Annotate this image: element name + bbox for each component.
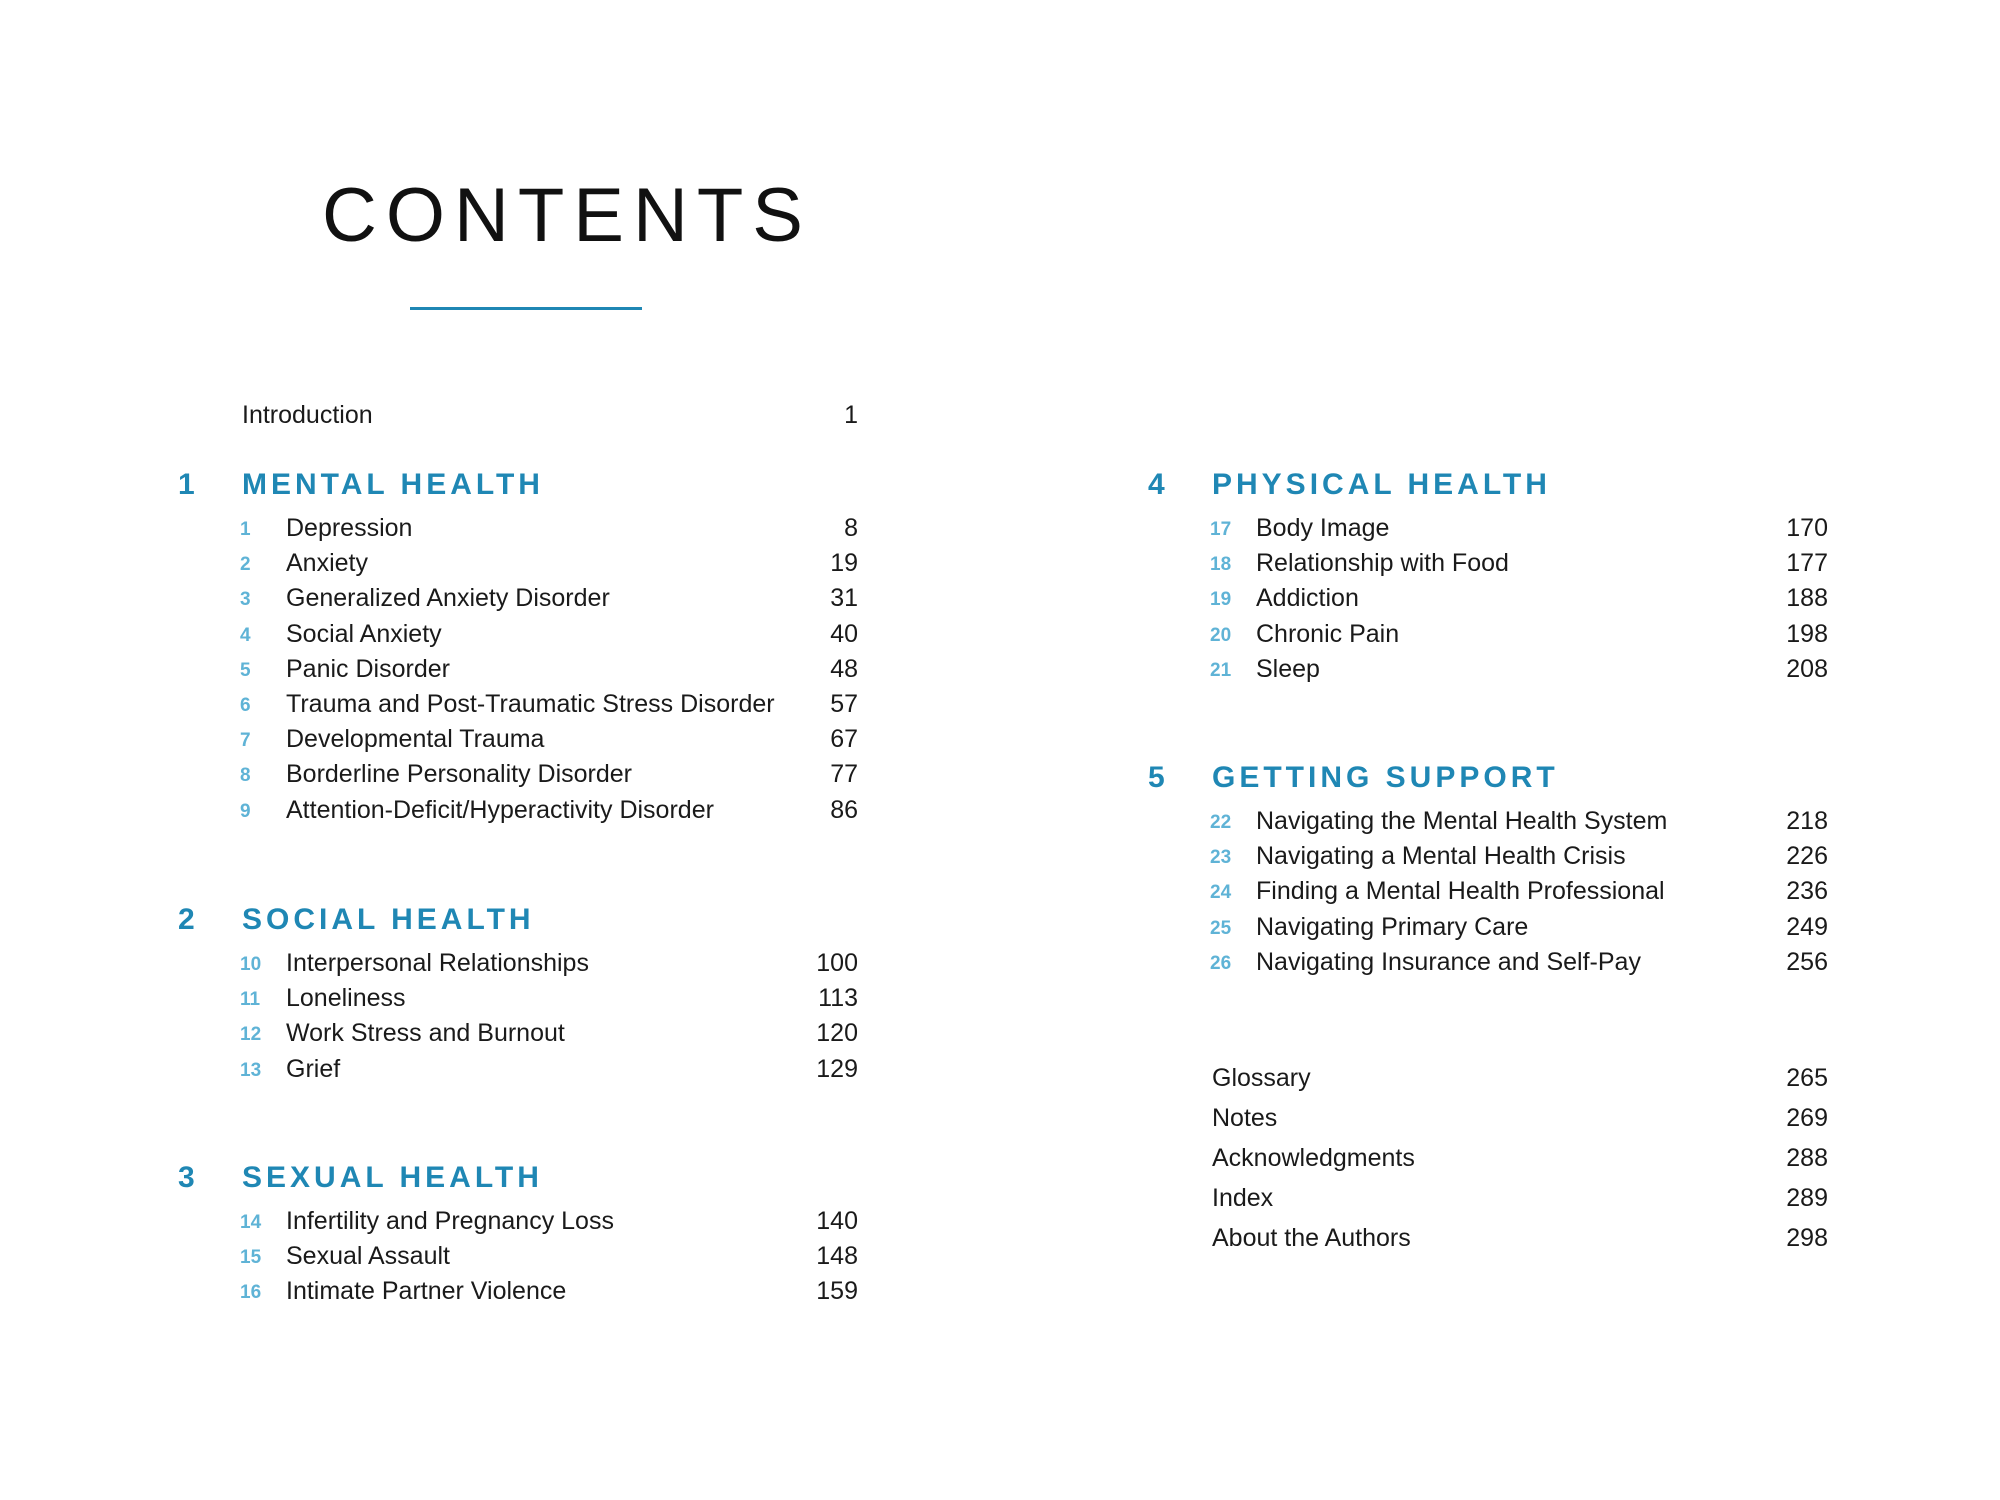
chapter-number: 15 — [240, 1247, 262, 1269]
back-matter-page-number: 289 — [1786, 1184, 1828, 1212]
chapter-title: Anxiety — [286, 549, 368, 578]
chapter-entry[interactable] — [1148, 839, 1828, 874]
chapter-page-number: 208 — [1786, 654, 1828, 683]
chapter-title: Addiction — [1256, 584, 1359, 613]
part-number: 5 — [1148, 761, 1165, 794]
chapter-entry[interactable] — [178, 1239, 858, 1274]
chapter-entry[interactable] — [178, 581, 858, 616]
chapter-list — [1148, 804, 1828, 980]
part-title: SEXUAL HEALTH — [242, 1161, 543, 1194]
chapter-title: Depression — [286, 514, 413, 542]
chapter-page-number: 113 — [818, 984, 858, 1013]
chapter-entry[interactable] — [1148, 546, 1828, 581]
chapter-entry[interactable] — [178, 617, 858, 652]
chapter-entry[interactable] — [178, 793, 858, 828]
part-heading[interactable] — [178, 1158, 858, 1198]
chapter-page-number: 40 — [830, 619, 858, 648]
chapter-title: Work Stress and Burnout — [286, 1019, 565, 1048]
chapter-number: 22 — [1210, 812, 1232, 833]
chapter-page-number: 86 — [830, 795, 858, 824]
title-underline — [410, 307, 642, 310]
chapter-entry[interactable] — [178, 757, 858, 792]
back-matter-label: Notes — [1212, 1104, 1278, 1132]
chapter-entry[interactable] — [178, 946, 858, 981]
back-matter-label: Acknowledgments — [1212, 1144, 1415, 1172]
chapter-number: 12 — [240, 1024, 262, 1046]
chapter-page-number: 188 — [1786, 584, 1828, 613]
chapter-page-number: 77 — [830, 760, 858, 789]
chapter-title: Developmental Trauma — [286, 725, 545, 754]
chapter-number: 5 — [240, 659, 251, 681]
back-matter-label: About the Authors — [1212, 1224, 1411, 1252]
chapter-page-number: 8 — [844, 514, 858, 542]
chapter-entry[interactable] — [178, 1052, 858, 1087]
part-mental-health — [178, 465, 858, 828]
chapter-number: 4 — [240, 624, 251, 646]
chapter-page-number: 177 — [1786, 549, 1828, 578]
part-heading[interactable] — [178, 900, 858, 940]
back-matter-page-number: 298 — [1786, 1224, 1828, 1252]
part-social-health — [178, 900, 858, 1087]
part-number: 3 — [178, 1161, 195, 1194]
chapter-entry[interactable] — [178, 981, 858, 1016]
chapter-title: Intimate Partner Violence — [286, 1277, 567, 1306]
chapter-number: 26 — [1210, 952, 1232, 974]
chapter-page-number: 31 — [830, 584, 858, 613]
chapter-list — [1148, 511, 1828, 687]
chapter-page-number: 159 — [816, 1277, 858, 1306]
chapter-number: 25 — [1210, 917, 1232, 939]
chapter-number: 7 — [240, 730, 251, 752]
chapter-number: 8 — [240, 765, 251, 787]
chapter-list — [178, 1204, 858, 1310]
chapter-entry[interactable] — [1148, 910, 1828, 945]
chapter-page-number: 120 — [816, 1019, 858, 1048]
back-matter-label: Index — [1212, 1184, 1274, 1212]
chapter-number: 10 — [240, 954, 262, 975]
chapter-title: Generalized Anxiety Disorder — [286, 584, 610, 613]
part-number: 4 — [1148, 468, 1165, 501]
chapter-page-number: 226 — [1786, 842, 1828, 871]
chapter-entry[interactable] — [1148, 804, 1828, 839]
chapter-title: Navigating Primary Care — [1256, 912, 1529, 941]
introduction-label: Introduction — [242, 401, 373, 429]
chapter-entry[interactable] — [178, 652, 858, 687]
toc-entry-introduction[interactable] — [242, 398, 858, 432]
part-heading[interactable] — [1148, 465, 1828, 505]
chapter-number: 21 — [1210, 659, 1232, 681]
chapter-number: 20 — [1210, 624, 1232, 646]
chapter-page-number: 218 — [1786, 807, 1828, 835]
chapter-number: 13 — [240, 1059, 262, 1081]
chapter-title: Sleep — [1256, 654, 1320, 683]
back-matter-entry[interactable] — [1212, 1058, 1828, 1098]
chapter-page-number: 236 — [1786, 877, 1828, 906]
back-matter-entry[interactable] — [1212, 1218, 1828, 1258]
back-matter-list — [1212, 1058, 1828, 1258]
chapter-page-number: 170 — [1786, 514, 1828, 542]
part-getting-support — [1148, 758, 1828, 980]
chapter-title: Finding a Mental Health Professional — [1256, 877, 1665, 906]
chapter-list — [178, 946, 858, 1087]
back-matter-entry[interactable] — [1212, 1138, 1828, 1178]
part-number: 2 — [178, 903, 195, 936]
chapter-page-number: 67 — [830, 725, 858, 754]
chapter-number: 18 — [1210, 554, 1232, 576]
chapter-page-number: 129 — [816, 1054, 858, 1083]
chapter-title: Interpersonal Relationships — [286, 949, 589, 977]
chapter-entry[interactable] — [1148, 617, 1828, 652]
chapter-number: 9 — [240, 800, 251, 822]
chapter-page-number: 57 — [830, 689, 858, 718]
chapter-title: Grief — [286, 1054, 341, 1083]
chapter-number: 1 — [240, 519, 251, 540]
chapter-title: Attention-Deficit/Hyperactivity Disorder — [286, 795, 714, 824]
chapter-list — [178, 511, 858, 828]
chapter-title: Navigating Insurance and Self-Pay — [1256, 947, 1641, 976]
chapter-title: Panic Disorder — [286, 654, 450, 683]
chapter-number: 11 — [240, 989, 261, 1011]
back-matter-page-number: 288 — [1786, 1144, 1828, 1172]
part-heading[interactable] — [178, 465, 858, 505]
part-physical-health — [1148, 465, 1828, 687]
chapter-number: 6 — [240, 694, 251, 716]
chapter-number: 23 — [1210, 847, 1232, 869]
chapter-title: Navigating the Mental Health System — [1256, 807, 1668, 835]
chapter-title: Chronic Pain — [1256, 619, 1400, 648]
chapter-number: 16 — [240, 1282, 262, 1304]
chapter-entry[interactable] — [178, 1274, 858, 1309]
chapter-page-number: 100 — [816, 949, 858, 977]
chapter-title: Trauma and Post-Traumatic Stress Disorder — [286, 689, 775, 718]
chapter-number: 19 — [1210, 589, 1232, 611]
part-heading[interactable] — [1148, 758, 1828, 798]
chapter-title: Sexual Assault — [286, 1242, 450, 1271]
back-matter-entry[interactable] — [1212, 1178, 1828, 1218]
chapter-page-number: 198 — [1786, 619, 1828, 648]
chapter-page-number: 256 — [1786, 947, 1828, 976]
part-title: GETTING SUPPORT — [1212, 761, 1559, 794]
chapter-entry[interactable] — [178, 1016, 858, 1051]
chapter-entry[interactable] — [1148, 652, 1828, 687]
chapter-entry[interactable] — [1148, 874, 1828, 909]
back-matter-page-number: 265 — [1786, 1064, 1828, 1092]
chapter-entry[interactable] — [1148, 945, 1828, 980]
chapter-title: Relationship with Food — [1256, 549, 1509, 578]
chapter-entry[interactable] — [178, 722, 858, 757]
chapter-page-number: 249 — [1786, 912, 1828, 941]
chapter-title: Infertility and Pregnancy Loss — [286, 1207, 614, 1235]
chapter-number: 3 — [240, 589, 251, 611]
part-title: SOCIAL HEALTH — [242, 903, 535, 936]
part-title: PHYSICAL HEALTH — [1212, 468, 1551, 501]
part-title: MENTAL HEALTH — [242, 468, 544, 501]
chapter-entry[interactable] — [178, 511, 858, 546]
chapter-entry[interactable] — [1148, 511, 1828, 546]
chapter-title: Borderline Personality Disorder — [286, 760, 632, 789]
chapter-page-number: 140 — [816, 1207, 858, 1235]
chapter-entry[interactable] — [178, 1204, 858, 1239]
chapter-number: 17 — [1210, 519, 1232, 540]
chapter-page-number: 148 — [816, 1242, 858, 1271]
page-title: CONTENTS — [322, 173, 812, 258]
chapter-entry[interactable] — [178, 546, 858, 581]
back-matter-label: Glossary — [1212, 1064, 1311, 1092]
chapter-title: Body Image — [1256, 514, 1390, 542]
chapter-number: 24 — [1210, 882, 1232, 904]
chapter-title: Navigating a Mental Health Crisis — [1256, 842, 1626, 871]
chapter-entry[interactable] — [1148, 581, 1828, 616]
back-matter-page-number: 269 — [1786, 1104, 1828, 1132]
chapter-number: 2 — [240, 554, 251, 576]
back-matter-entry[interactable] — [1212, 1098, 1828, 1138]
chapter-page-number: 19 — [830, 549, 858, 578]
chapter-number: 14 — [240, 1212, 262, 1233]
part-number: 1 — [178, 468, 195, 501]
chapter-page-number: 48 — [830, 654, 858, 683]
introduction-page: 1 — [844, 401, 858, 429]
chapter-title: Social Anxiety — [286, 619, 442, 648]
chapter-title: Loneliness — [286, 984, 406, 1013]
chapter-entry[interactable] — [178, 687, 858, 722]
part-sexual-health — [178, 1158, 858, 1310]
